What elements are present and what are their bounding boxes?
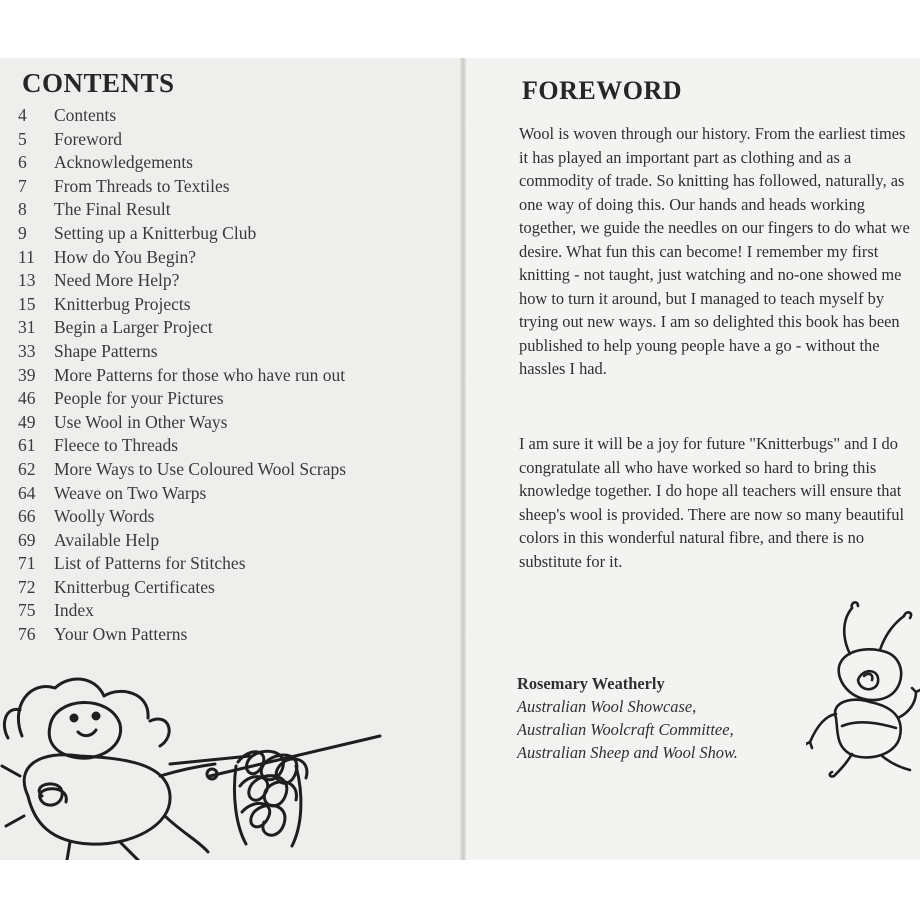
toc-entry (18, 222, 448, 246)
toc-page-number: 61 (18, 435, 36, 456)
toc-page-number: 76 (18, 624, 36, 645)
toc-entry (18, 411, 448, 435)
toc-entry (18, 434, 448, 458)
toc-page-number: 6 (18, 152, 27, 173)
signature-line: Australian Woolcraft Committee, (517, 720, 734, 739)
toc-entry (18, 505, 448, 529)
toc-entry-title: List of Patterns for Stitches (54, 553, 246, 574)
foreword-page (466, 58, 920, 860)
toc-page-number: 4 (18, 105, 27, 125)
toc-entry-title: People for your Pictures (54, 388, 224, 409)
foreword-heading: FOREWORD (522, 76, 682, 105)
bug-character-doodle (806, 598, 920, 778)
paragraph-text: Wool is woven through our history. From the earliest times it has played an important part as clothing and as a commodity of trade. So knitting has followed, naturally, as one way of doing this. Our hands and heads working together, we guide the needles on our fingers to do what we desire. What fun this can become! I remember my first knitting - not taught, just watching and no-one showed me how to turn it around, but I managed to teach myself by trying out new ways. I am so delighted this book has been published to help young people have a go - without the hassles I had. (519, 124, 910, 378)
toc-entry (18, 316, 448, 340)
toc-entry (18, 246, 448, 270)
toc-entry (18, 387, 448, 411)
toc-entry-title: Woolly Words (54, 506, 155, 527)
toc-entry-title: Foreword (54, 128, 123, 149)
toc-entry-title: Knitterbug Certificates (54, 576, 215, 597)
toc-entry (18, 340, 448, 364)
signature-block (517, 672, 738, 764)
toc-entry-title: Setting up a Knitterbug Club (54, 222, 257, 243)
toc-entry (18, 104, 448, 128)
toc-entry-title: Available Help (54, 529, 160, 550)
toc-page-number: 11 (18, 246, 35, 267)
toc-page-number: 49 (18, 411, 36, 432)
toc-entry (18, 529, 448, 553)
book-spread (0, 58, 920, 860)
signature-line: Australian Sheep and Wool Show. (517, 743, 738, 762)
foreword-paragraph-2 (519, 432, 911, 573)
toc-entry-title: Acknowledgements (54, 152, 193, 173)
toc-page-number: 5 (18, 128, 27, 149)
toc-page-number: 39 (18, 364, 36, 385)
toc-entry-title: Knitterbug Projects (54, 293, 191, 314)
toc-entry (18, 458, 448, 482)
toc-entry (18, 128, 448, 152)
toc-entry-title: More Patterns for those who have run out (54, 364, 346, 385)
toc-page-number: 66 (18, 506, 36, 527)
toc-entry (18, 364, 448, 388)
toc-page-number: 72 (18, 576, 36, 597)
toc-entry-title: Need More Help? (54, 270, 180, 291)
toc-entry-title: Weave on Two Warps (54, 482, 207, 503)
toc-entry-title: Your Own Patterns (54, 624, 188, 645)
paragraph-text: I am sure it will be a joy for future "Knitterbugs" and I do congratulate all who have worked so hard to bring this knowledge together. I do hope all teachers will ensure that sheep's wool is provided. There are now so many beautiful colors in this wonderful natural fibre, and there is no substitute for it. (519, 434, 905, 571)
toc-entry (18, 198, 448, 222)
toc-entry (18, 576, 448, 600)
toc-entry-title: More Ways to Use Coloured Wool Scraps (54, 458, 347, 479)
toc-page-number: 15 (18, 293, 36, 314)
contents-page (0, 58, 462, 860)
toc-entry (18, 482, 448, 506)
contents-heading: CONTENTS (22, 68, 175, 98)
toc-entry-title: From Threads to Textiles (54, 175, 230, 196)
toc-entry (18, 623, 448, 647)
toc-entry-title: Fleece to Threads (54, 435, 179, 456)
toc-entry (18, 293, 448, 317)
toc-page-number: 75 (18, 600, 36, 621)
toc-entry (18, 599, 448, 623)
signature-name: Rosemary Weatherly (517, 674, 665, 693)
toc-page-number: 69 (18, 529, 36, 550)
toc-page-number: 31 (18, 317, 36, 338)
table-of-contents (18, 104, 448, 647)
signature-line: Australian Wool Showcase, (517, 697, 697, 716)
toc-entry-title: Contents (54, 105, 117, 125)
foreword-paragraph-1 (519, 122, 911, 381)
toc-entry (18, 175, 448, 199)
toc-entry-title: Shape Patterns (54, 340, 158, 361)
toc-entry-title: Use Wool in Other Ways (54, 411, 228, 432)
toc-page-number: 9 (18, 222, 27, 243)
toc-entry (18, 151, 448, 175)
toc-entry (18, 269, 448, 293)
toc-entry-title: The Final Result (54, 199, 171, 220)
knitting-bug-doodle (0, 666, 390, 860)
toc-page-number: 7 (18, 175, 27, 196)
toc-page-number: 46 (18, 388, 36, 409)
toc-page-number: 71 (18, 553, 36, 574)
toc-entry (18, 552, 448, 576)
toc-page-number: 64 (18, 482, 36, 503)
toc-entry-title: Index (54, 600, 94, 621)
toc-entry-title: How do You Begin? (54, 246, 196, 267)
toc-page-number: 13 (18, 270, 36, 291)
toc-page-number: 8 (18, 199, 27, 220)
toc-page-number: 62 (18, 458, 36, 479)
toc-page-number: 33 (18, 340, 36, 361)
toc-entry-title: Begin a Larger Project (54, 317, 213, 338)
